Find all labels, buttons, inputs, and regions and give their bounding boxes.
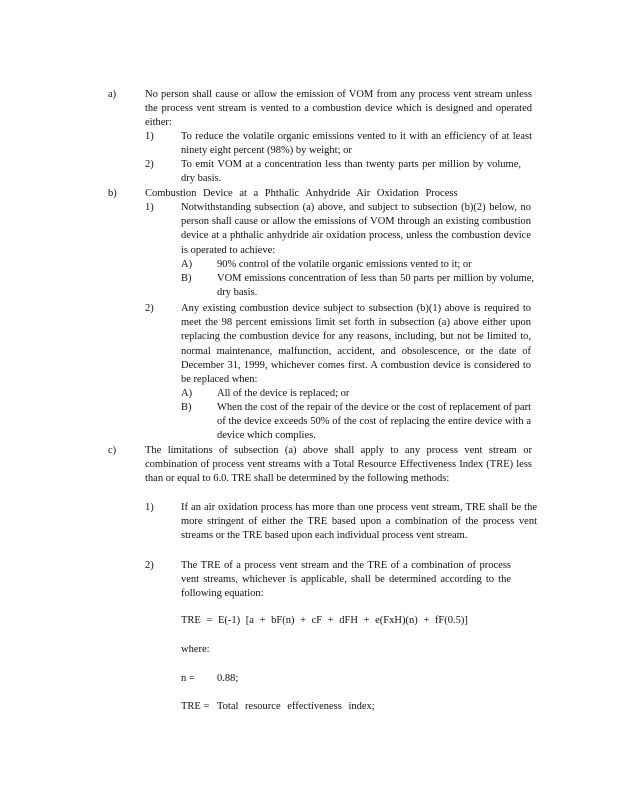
section-a-label: a)	[108, 89, 117, 100]
item-b1A-text: 90% control of the volatile organic emissions vented to it; or	[217, 259, 472, 270]
item-a1-label: 1)	[145, 131, 154, 142]
section-a-text: No person shall cause or allow the emission of VOM from any process vent stream unless the process vent stream is vented to a combustion device which is designed and operated either:	[145, 89, 532, 129]
item-b1-label: 1)	[145, 202, 154, 213]
definition-symbol: n =	[181, 673, 195, 684]
definition-value: 0.88;	[217, 673, 239, 684]
item-b2A-label: A)	[181, 388, 193, 399]
item-c1-label: 1)	[145, 502, 154, 513]
item-b1B-label: B)	[181, 273, 192, 284]
item-c2-label: 2)	[145, 560, 154, 571]
section-c-text: The limitations of subsection (a) above shall apply to any process vent stream or combination of process vent streams with a Total Resource Effectiveness Index (TRE) less than or equal to 6.0. TRE shall be determined by the following methods:	[145, 445, 532, 485]
where-label: where:	[181, 644, 210, 655]
item-b2-label: 2)	[145, 303, 154, 314]
item-b1A-label: A)	[181, 259, 193, 270]
item-b2-text: Any existing combustion device subject to subsection (b)(1) above is required to meet the 98 percent emissions limit set forth in subsection (a) above either upon replacing the combustion device for any reasons, including, but not be limited to, normal maintenance, malfunction, accident, and obsolescence, or the date of December 31, 1999, whichever comes first. A combustion device is considered to be replaced when:	[181, 303, 531, 386]
item-a1-text: To reduce the volatile organic emissions vented to it with an efficiency of at least ninety eight percent (98%) by weight; or	[181, 131, 532, 157]
definition-symbol: TRE =	[181, 701, 210, 712]
section-c-label: c)	[108, 445, 117, 456]
item-c2-text: The TRE of a process vent stream and the TRE of a combination of process vent streams, whichever is applicable, shall be determined according to the following equation:	[181, 560, 511, 600]
section-b-title: Combustion Device at a Phthalic Anhydride Air Oxidation Process	[145, 188, 458, 199]
item-a2-label: 2)	[145, 159, 154, 170]
item-c1-text: If an air oxidation process has more than one process vent stream, TRE shall be the more stringent of either the TRE based upon a combination of the process vent streams or the TRE based upon each individual process vent stream.	[181, 502, 537, 542]
tre-equation: TRE = E(-1) [a + bF(n) + cF + dFH + e(FxH)(n) + fF(0.5)]	[181, 615, 468, 626]
item-b1-text: Notwithstanding subsection (a) above, and subject to subsection (b)(2) below, no person shall cause or allow the emissions of VOM through an existing combustion device at a phthalic anhydride air oxidation process, unless the combustion device is operated to achieve:	[181, 202, 531, 256]
section-b-label: b)	[108, 188, 117, 199]
item-b1B-text: VOM emissions concentration of less than 50 parts per million by volume, dry basis.	[217, 273, 534, 299]
definition-value: Total resource effectiveness index;	[217, 701, 375, 712]
item-b2B-label: B)	[181, 402, 192, 413]
item-b2B-text: When the cost of the repair of the device or the cost of replacement of part of the device exceeds 50% of the cost of replacing the entire device with a device which complies.	[217, 402, 531, 442]
item-b2A-text: All of the device is replaced; or	[217, 388, 350, 399]
item-a2-text: To emit VOM at a concentration less than twenty parts per million by volume, dry basis.	[181, 159, 521, 185]
